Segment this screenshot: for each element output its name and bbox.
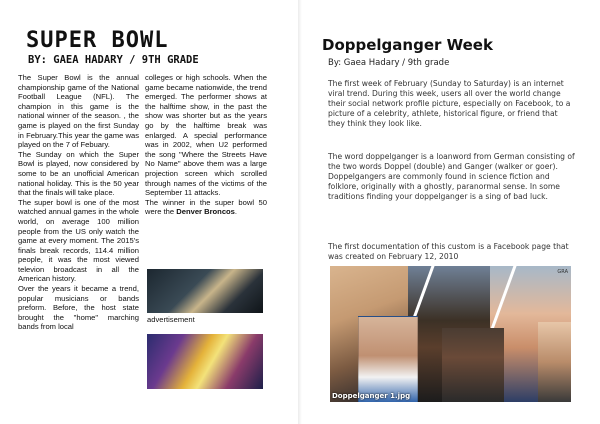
doppelganger-paragraph-text: The first week of February (Sunday to Saturday) is an internet viral trend. During this week, users all over the world change their social network profile picture, especially on Facebook, to a picture of a celebrity, athlete, historical figure, or friend that they think they look like. — [328, 79, 571, 128]
doppelganger-byline: By: Gaea Hadary / 9th grade — [328, 58, 450, 68]
doppelganger-paragraph-text: The first documentation of this custom is a Facebook page that was created on February 12, 2010 — [328, 242, 569, 261]
collage-photo — [358, 316, 418, 402]
super-bowl-paragraph: The super bowl is one of the most watched annual games in the whole world, on average 100 million people from the US only watch the game at every moment. The 2015's finals break records, 114.4 million people, it was the most viewed televion broadcast in all the American history. — [18, 197, 139, 284]
doppelganger-paragraph-text: The word doppelganger is a loanword from German consisting of the two words Doppel (double) and Ganger (walker or goer). — [328, 152, 575, 171]
collage-photo — [442, 328, 504, 402]
winner-sentence — [145, 198, 267, 217]
super-bowl-paragraph: The Sunday on which the Super Bowl is played, now considered by some to be an unofficial American national holiday. This is the 50 year that the finals will take place. — [18, 149, 139, 198]
super-bowl-paragraph: colleges or high schools. When the game became nationwide, the trend emerged. The performer shows at the halftime show, in the past the show was shorter but as the years go by the halftime break was enlarged. A special performance was in 2002, when U2 performed the song "Where the Streets Have No Name" above them was a large projection screen which scrolled through names of the victims of the September 11 attacks. — [145, 73, 267, 198]
winner-team: Denver Broncos — [176, 207, 235, 217]
winner-prefix: The winner in the super bowl 50 were the — [145, 197, 267, 217]
super-bowl-paragraph: The Super Bowl is the annual championship game of the National Football League (NFL). The champion in this game is the national winner of the season. , the game is played on the first Sunday in February.This year the game was played on the 7 of Febuary. — [18, 73, 139, 150]
doppelganger-paragraph-text: Doppelgangers are commonly found in science fiction and folklore, originally with a ghostly, paranormal sense. In some traditions finding your doppelganger is a sing of bad luck. — [328, 172, 560, 201]
doppelganger-paragraph-2 — [328, 152, 576, 202]
page-gutter — [298, 0, 302, 424]
super-bowl-column-1 — [18, 73, 139, 332]
advertisement-image — [147, 269, 263, 313]
advertisement-caption: advertisement — [147, 315, 195, 324]
collage-photo — [538, 322, 571, 402]
doppelganger-title: Doppelganger Week — [322, 36, 493, 54]
winner-suffix: . — [234, 207, 238, 217]
super-bowl-paragraph: Over the years it became a trend, popular musicians or bands preform. Before, the host state brought the "home" marching bands from local — [18, 284, 139, 332]
doppelganger-paragraph-3 — [328, 242, 576, 262]
super-bowl-column-2 — [145, 73, 267, 217]
super-bowl-title: SUPER BOWL — [26, 28, 169, 53]
doppelganger-paragraph-1 — [328, 79, 576, 129]
doppelganger-collage-image — [330, 266, 571, 402]
super-bowl-byline: BY: GAEA HADARY / 9TH GRADE — [28, 54, 199, 66]
collage-corner-mark: GRA — [557, 269, 568, 275]
collage-caption: Doppelganger 1.jpg — [332, 392, 411, 400]
halftime-show-image — [147, 334, 263, 389]
